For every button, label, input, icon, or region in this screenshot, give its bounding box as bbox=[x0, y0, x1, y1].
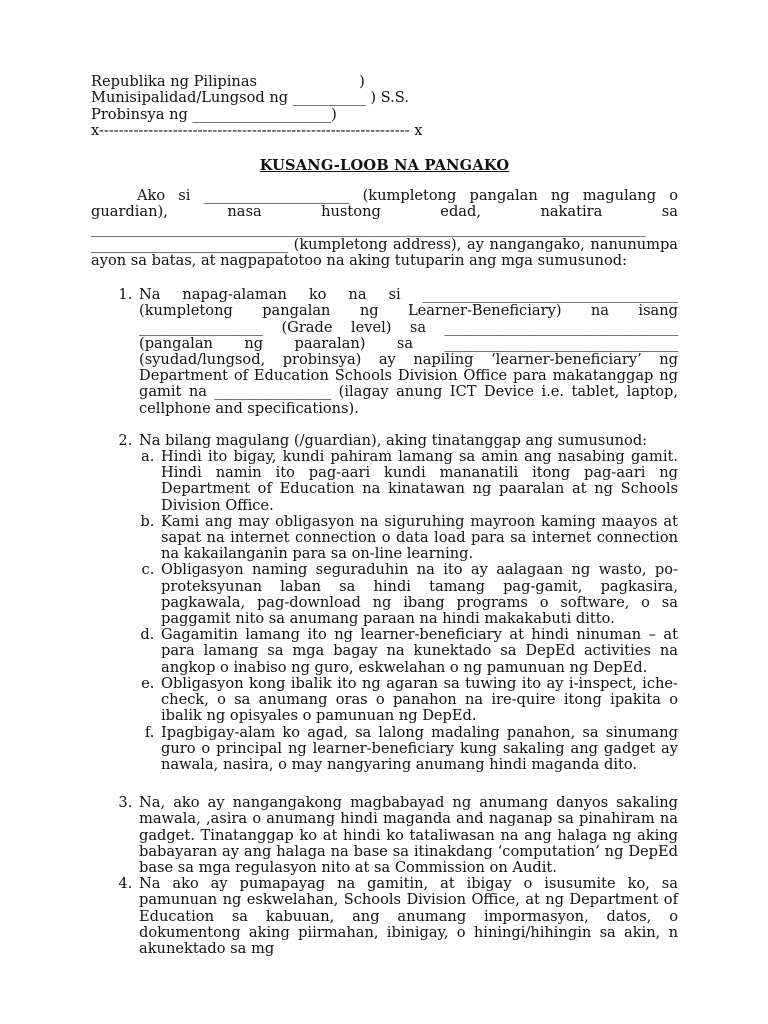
obligation-item-c: c. Obligasyon naming seguraduhin na ito ay aalagaan ng wasto, po-proteksyunan laban sa hindi tamang pag-gamit, pagkasira, pagkawala, pag-download ng ibang programs o software, o sa paggamit nito sa anumang paraan na hindi makakabuti ditto. bbox=[159, 562, 678, 627]
intro-text-part2: (kumpletong address), ay nangangako, nanunumpa ayon sa batas, at nagpapatotoo na aking tutuparin ang mga sumusunod: bbox=[91, 235, 678, 270]
pledge-item-3-text: Na, ako ay nangangakong magbabayad ng anumang danyos sakaling mawala, ,asira o anumang hindi maganda and naganap sa pinahiram na gadget. Tinatanggap ko at hindi ko tataliwasan na ang halaga ng aking babayaran ay ang halaga na base sa itinakdang ‘computation’ ng DepEd base sa mga regulasyon nito at sa Commission on Audit. bbox=[139, 794, 678, 876]
pledge-item-1 bbox=[137, 287, 678, 417]
pledge-item-4-text: Na ako ay pumapayag na gamitin, at ibigay o isusumite ko, sa pamunuan ng eskwelahan, Schools Division Office, at ng Department of Education sa kabuuan, ang anumang impormasyon, datos, o dokumentong aking piirmahan, ibinigay, o hiningi/hihingin sa akin, n akunektado sa mg bbox=[139, 875, 678, 957]
intro-text-part1: Ako si ____________________ (kumpletong pangalan ng magulang o guardian), nasa hustong edad, nakatira sa ____________________________________________________________________________ ___________________________ bbox=[91, 187, 678, 253]
obligation-item-f: f. Ipagbigay-alam ko agad, sa lalong madaling panahon, sa sinumang guro o principal ng learner-beneficiary kung sakaling ang gadget ay nawala, nasira, o may nangyaring anumang hindi maganda dito. bbox=[159, 725, 678, 774]
pledge-item-3 bbox=[137, 795, 678, 876]
caption-municipality-line: Munisipalidad/Lungsod ng __________ ) S.S. bbox=[91, 89, 409, 106]
pledge-list bbox=[91, 287, 678, 957]
caption-separator-line: x--------------------------------------------------------------- x bbox=[91, 122, 423, 139]
pledge-item-1-text: Na napag-alaman ko na si ___________________________________ (kumpletong pangalan ng Learner-Beneficiary) na isang _________________ (Grade level) sa ________________________________ (pangalan ng paaralan) sa ________________________________ (syudad/lungsod, probinsya) ay napiling ‘learner-beneficiary’ ng Department of Education Schools Division Office para makatanggap ng gamit na ________________ (ilagay anung ICT Device i.e. tablet, laptop, cellphone and specifications). bbox=[139, 286, 678, 417]
document-title: KUSANG-LOOB NA PANGAKO bbox=[259, 157, 510, 174]
obligation-item-d: d. Gagamitin lamang ito ng learner-beneficiary at hindi ninuman – at para lamang sa mga bagay na kunektado sa DepEd activities na angkop o inabiso ng guro, eskwelahan o ng pamunuan ng DepEd. bbox=[159, 627, 678, 676]
obligations-list bbox=[139, 449, 678, 773]
pledge-item-2-text: Na bilang magulang (/guardian), aking tinatanggap ang sumusunod: bbox=[139, 431, 648, 449]
obligation-item-e: e. Obligasyon kong ibalik ito ng agaran sa tuwing ito ay i-inspect, iche-check, o sa anumang oras o panahon na ire-quire itong ipakita o ibalik ng opisyales o pamunuan ng DepEd. bbox=[159, 676, 678, 725]
obligation-item-b: b. Kami ang may obligasyon na siguruhing mayroon kaming maayos at sapat na internet connection o data load para sa internet connection na kakailanganin para sa on-line learning. bbox=[159, 514, 678, 563]
caption-province-line: Probinsya ng ___________________) bbox=[91, 106, 337, 123]
venue-caption bbox=[91, 74, 678, 140]
pledge-item-2 bbox=[137, 433, 678, 773]
caption-republic-line: Republika ng Pilipinas ) bbox=[91, 73, 365, 90]
affidavit-page bbox=[91, 74, 678, 957]
intro-paragraph bbox=[91, 188, 678, 269]
obligation-item-a: a. Hindi ito bigay, kundi pahiram lamang sa amin ang nasabing gamit. Hindi namin ito pag-aari kundi mananatili itong pag-aari ng Department of Education na kinatawan ng paaralan at ng Schools Division Office. bbox=[159, 449, 678, 514]
pledge-item-4 bbox=[137, 876, 678, 957]
